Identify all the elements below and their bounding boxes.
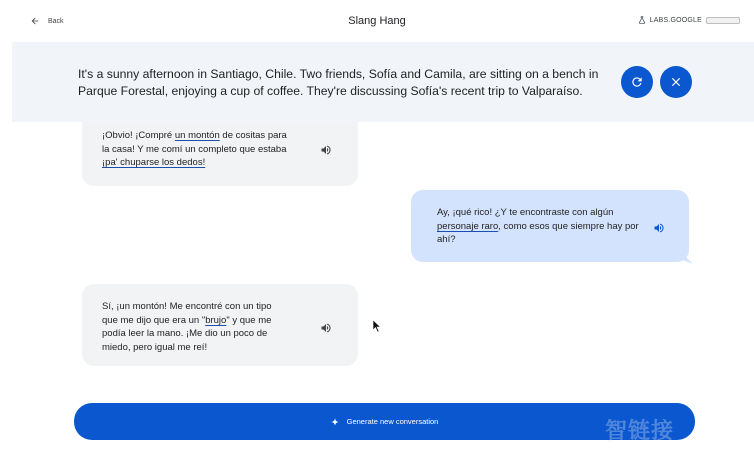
close-icon <box>669 75 683 89</box>
scenario-text: It's a sunny afternoon in Santiago, Chile. Two friends, Sofía and Camila, are sitting on a bench in Parque Forestal, enjoying a cup of coffee. They're discussing Sofía's recent trip to Valparaíso. <box>78 67 599 98</box>
speaker-icon[interactable] <box>653 222 665 234</box>
labs-flask-icon <box>638 16 646 24</box>
generate-label: Generate new conversation <box>346 417 439 426</box>
bubble-tail <box>683 254 693 264</box>
speaker-icon[interactable] <box>320 322 332 334</box>
sparkle-icon <box>331 418 339 426</box>
refresh-button[interactable] <box>621 66 653 98</box>
message-bubble <box>411 190 689 262</box>
generate-conversation-button[interactable] <box>74 403 695 440</box>
message-text: Ay, ¡qué rico! ¿Y te encontraste con algún personaje raro, como esos que siempre hay por ahí? <box>437 207 639 245</box>
page-title: Slang Hang <box>348 15 406 27</box>
labs-link[interactable] <box>638 16 740 24</box>
message-bubble <box>82 122 358 186</box>
refresh-icon <box>630 75 644 89</box>
speaker-icon[interactable] <box>320 144 332 156</box>
conversation <box>0 122 754 466</box>
mouse-cursor-icon <box>373 320 381 332</box>
message-bubble <box>82 284 358 366</box>
message-text: ¡Obvio! ¡Compré un montón de cositas para la casa! Y me comí un completo que estaba ¡pa' chuparse los dedos! <box>102 130 287 168</box>
labs-badge <box>706 17 740 24</box>
message-text: Sí, ¡un montón! Me encontré con un tipo que me dijo que era un "brujo" y que me podía leer la mano. ¡Me dio un poco de miedo, pero igual me reí! <box>102 301 272 353</box>
close-button[interactable] <box>660 66 692 98</box>
back-label: Back <box>48 17 64 25</box>
app-header <box>0 0 754 42</box>
watermark: 智链接 <box>605 419 675 444</box>
labs-label: LABS.GOOGLE <box>649 16 702 24</box>
